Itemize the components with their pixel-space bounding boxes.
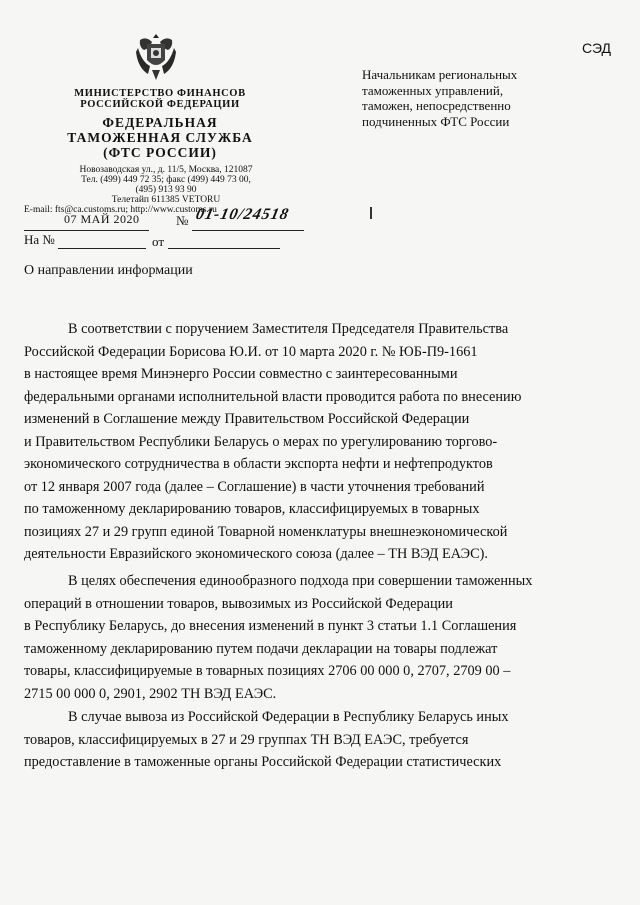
service-line-2: ТАМОЖЕННАЯ СЛУЖБА bbox=[67, 130, 253, 145]
p1-line: Российской Федерации Борисова Ю.И. от 10 марта 2020 г. № ЮБ-П9-1661 bbox=[24, 343, 478, 360]
address-line-5: E-mail: fts@ca.customs.ru; http://www.customs.ru bbox=[24, 205, 217, 215]
from-underline bbox=[168, 248, 280, 249]
subject-line: О направлении информации bbox=[24, 263, 193, 278]
na-no-underline bbox=[58, 248, 146, 249]
from-label: от bbox=[152, 234, 165, 249]
address-line-3: (495) 913 93 90 bbox=[135, 185, 197, 195]
p3-line: товаров, классифицируемых в 27 и 29 группах ТН ВЭД ЕАЭС, требуется bbox=[24, 731, 469, 748]
number-label: № bbox=[176, 213, 189, 228]
margin-mark bbox=[370, 207, 372, 219]
paragraph-3 bbox=[24, 706, 616, 774]
service-line-3: (ФТС РОССИИ) bbox=[103, 145, 217, 160]
recipient-line-4: подчиненных ФТС России bbox=[362, 113, 510, 129]
date-underline bbox=[24, 230, 149, 231]
p2-line: В целях обеспечения единообразного подхода при совершении таможенных bbox=[68, 573, 533, 589]
recipient-line-1: Начальникам региональных bbox=[362, 67, 518, 82]
sed-label: СЭД bbox=[582, 40, 612, 56]
p2-line: операций в отношении товаров, вывозимых из Российской Федерации bbox=[24, 595, 453, 612]
address-line-2: Тел. (499) 449 72 35; факс (499) 449 73 00, bbox=[81, 175, 251, 185]
address-line-1: Новозаводская ул., д. 11/5, Москва, 121087 bbox=[79, 165, 253, 175]
p1-line: федеральными органами исполнительной власти проводится работа по внесению bbox=[24, 388, 522, 405]
paragraph-1 bbox=[24, 318, 616, 566]
na-no-label: На № bbox=[24, 232, 55, 247]
p1-line: по таможенному декларированию товаров, классифицируемых в товарных bbox=[24, 501, 480, 517]
registration-line bbox=[24, 206, 294, 232]
p3-line: В случае вывоза из Российской Федерации в Республику Беларусь иных bbox=[68, 709, 509, 725]
ministry-line-1: МИНИСТЕРСТВО ФИНАНСОВ bbox=[74, 88, 246, 99]
p1-line: и Правительством Республики Беларусь о мерах по урегулированию торгово- bbox=[24, 433, 498, 450]
p2-line: таможенному декларированию путем подачи декларации на товары подлежат bbox=[24, 640, 498, 657]
recipient-block bbox=[362, 67, 602, 129]
recipient-line-2: таможенных управлений, bbox=[362, 82, 504, 98]
coat-of-arms-icon bbox=[130, 30, 182, 84]
recipient-line-3: таможен, непосредственно bbox=[362, 98, 511, 113]
p1-line: изменений в Соглашение между Правительством Российской Федерации bbox=[24, 411, 470, 427]
p1-line: в настоящее время Минэнерго России совместно с заинтересованными bbox=[24, 366, 458, 382]
registration-date: 07 МАЙ 2020 bbox=[64, 212, 140, 226]
p2-line: товары, классифицируемые в товарных позициях 2706 00 000 0, 2707, 2709 00 – bbox=[24, 663, 511, 679]
p2-line: 2715 00 000 0, 2901, 2902 ТН ВЭД ЕАЭС. bbox=[24, 685, 277, 702]
service-line-1: ФЕДЕРАЛЬНАЯ bbox=[102, 115, 218, 130]
p1-line: В соответствии с поручением Заместителя Председателя Правительства bbox=[68, 321, 509, 337]
number-underline bbox=[192, 230, 304, 231]
address-line-4: Телетайп 611385 VETORU bbox=[111, 195, 221, 205]
p1-line: позициях 27 и 29 групп единой Товарной номенклатуры внешнеэкономической bbox=[24, 523, 508, 540]
paragraph-2 bbox=[24, 570, 616, 705]
ministry-line-2: РОССИЙСКОЙ ФЕДЕРАЦИИ bbox=[80, 99, 240, 110]
registration-number: 01-10/24518 bbox=[194, 206, 291, 223]
p3-line: предоставление в таможенные органы Российской Федерации статистических bbox=[24, 754, 502, 770]
p1-line: экономического сотрудничества в области экспорта нефти и нефтепродуктов bbox=[24, 456, 493, 472]
p2-line: в Республику Беларусь, до внесения изменений в пункт 3 статьи 1.1 Соглашения bbox=[24, 618, 517, 634]
p1-line: деятельности Евразийского экономического союза (далее – ТН ВЭД ЕАЭС). bbox=[24, 546, 488, 562]
p1-line: от 12 января 2007 года (далее – Соглашение) в части уточнения требований bbox=[24, 478, 485, 495]
